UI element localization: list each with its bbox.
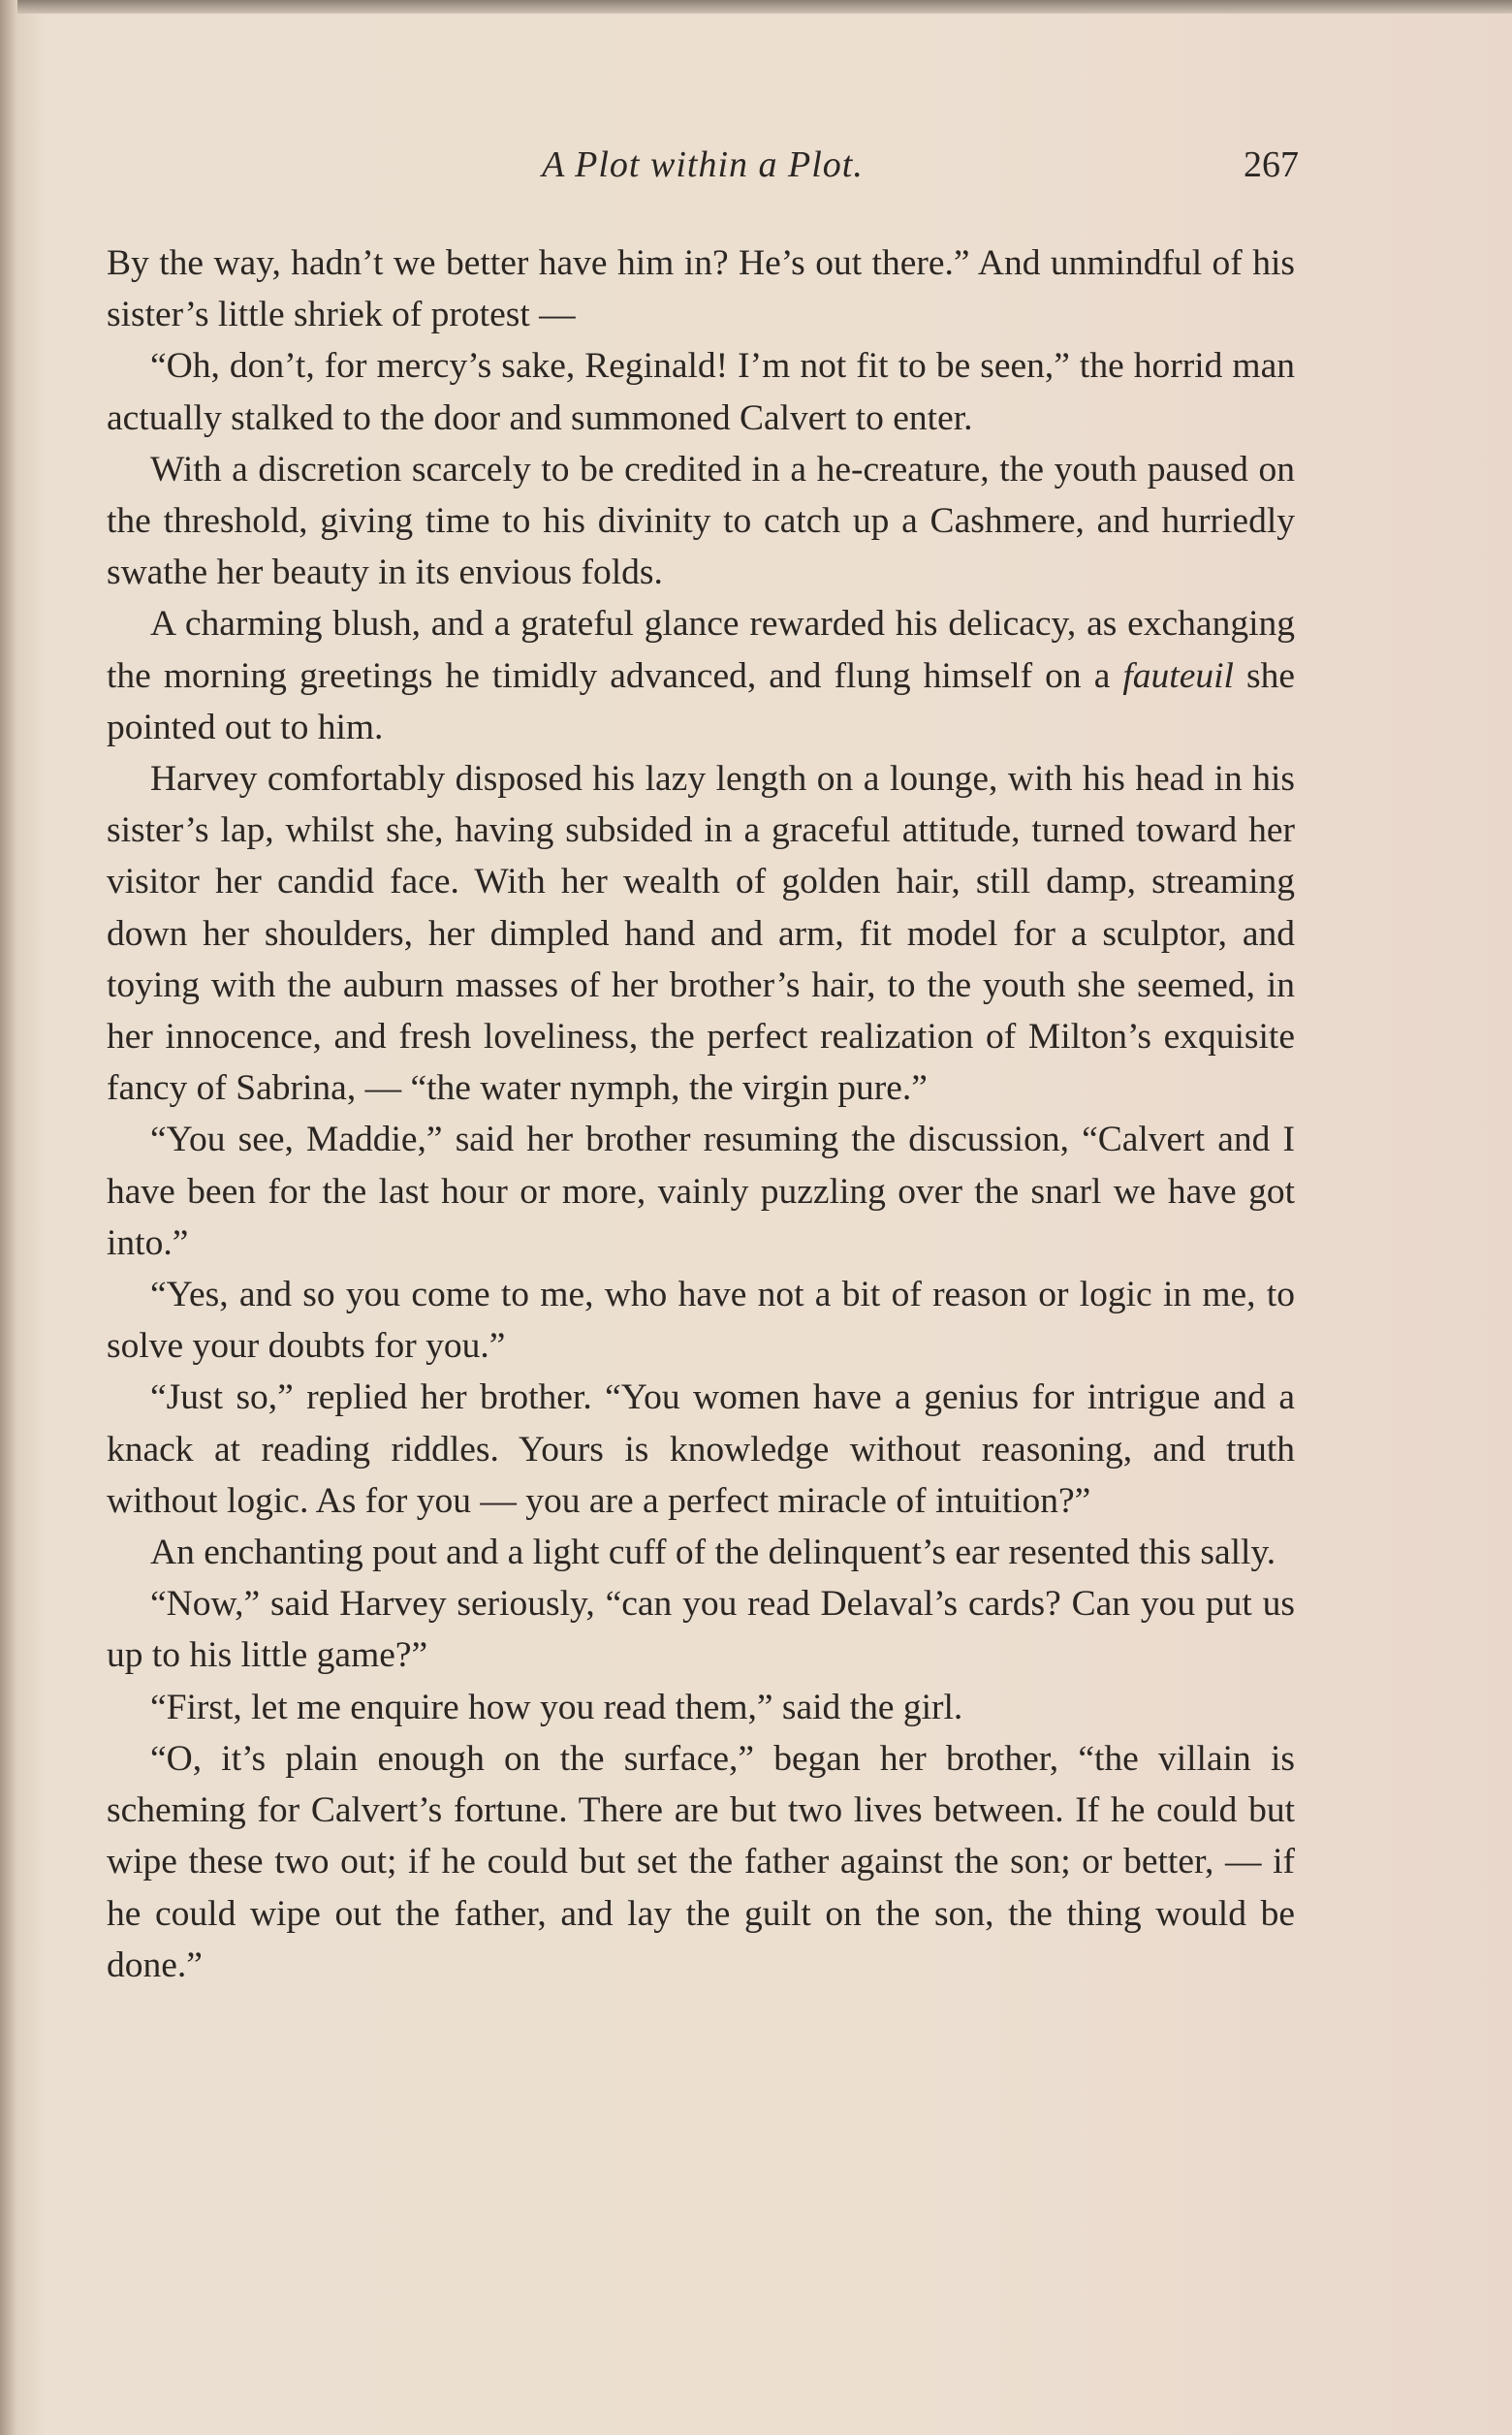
paragraph-3: With a discretion scarcely to be credited in a he-creature, the youth paused on the threshold, giving time to his divinity to catch up a Cashmere, and hurriedly swathe her beauty in its envious folds. — [107, 449, 1295, 593]
page-header — [107, 143, 1299, 192]
paragraph-10: “Now,” said Harvey seriously, “can you read Delaval’s cards? Can you put us up to his little game?” — [107, 1584, 1295, 1676]
paragraph-8: “Just so,” replied her brother. “You women have a genius for intrigue and a knack at reading riddles. Yours is knowledge without reasoning, and truth without logic. As for you — you are a perfect miracle of intuition?” — [107, 1377, 1295, 1521]
page-top-edge — [0, 0, 1512, 14]
paragraph-4: A charming blush, and a grateful glance rewarded his delicacy, as exchanging the morning greetings he timidly advanced, and flung himself on a fauteuil she pointed out to him. — [107, 604, 1295, 747]
paragraph-1: By the way, hadn’t we better have him in? He’s out there.” And unmindful of his sister’s little shriek of protest — — [107, 243, 1295, 335]
paragraph-5: Harvey comfortably disposed his lazy length on a lounge, with his head in his sister’s lap, whilst she, having subsided in a graceful attitude, turned toward her visitor her candid face. With her wealth of golden hair, still damp, streaming down her shoulders, her dimpled hand and arm, fit model for a sculptor, and toying with the auburn masses of her brother’s hair, to the youth she seemed, in her innocence, and fresh loveliness, the perfect realization of Milton’s exquisite fancy of Sabrina, — “the water nymph, the virgin pure.” — [107, 759, 1295, 1109]
page-number: 267 — [1244, 144, 1299, 185]
running-head: A Plot within a Plot. — [542, 144, 864, 185]
page-binding-edge — [0, 0, 17, 2435]
paragraph-9: An enchanting pout and a light cuff of the delinquent’s ear resented this sally. — [150, 1533, 1276, 1573]
paragraph-12: “O, it’s plain enough on the surface,” began her brother, “the villain is scheming for Calvert’s fortune. There are but two lives between. If he could but wipe these two out; if he could but set the father against the son; or better, — if he could wipe out the father, and lay the guilt on the son, the thing would be done.” — [107, 1738, 1295, 1985]
italic-word: fauteuil — [1122, 655, 1234, 696]
paragraph-2: “Oh, don’t, for mercy’s sake, Reginald! I’m not fit to be seen,” the horrid man actually stalked to the door and summoned Calvert to enter. — [107, 346, 1295, 438]
body-text — [107, 237, 1295, 1991]
paragraph-11: “First, let me enquire how you read them,” said the girl. — [150, 1687, 963, 1727]
paragraph-7: “Yes, and so you come to me, who have not a bit of reason or logic in me, to solve your doubts for you.” — [107, 1275, 1295, 1367]
paragraph-6: “You see, Maddie,” said her brother resuming the discussion, “Calvert and I have been for the last hour or more, vainly puzzling over the snarl we have got into.” — [107, 1120, 1295, 1263]
